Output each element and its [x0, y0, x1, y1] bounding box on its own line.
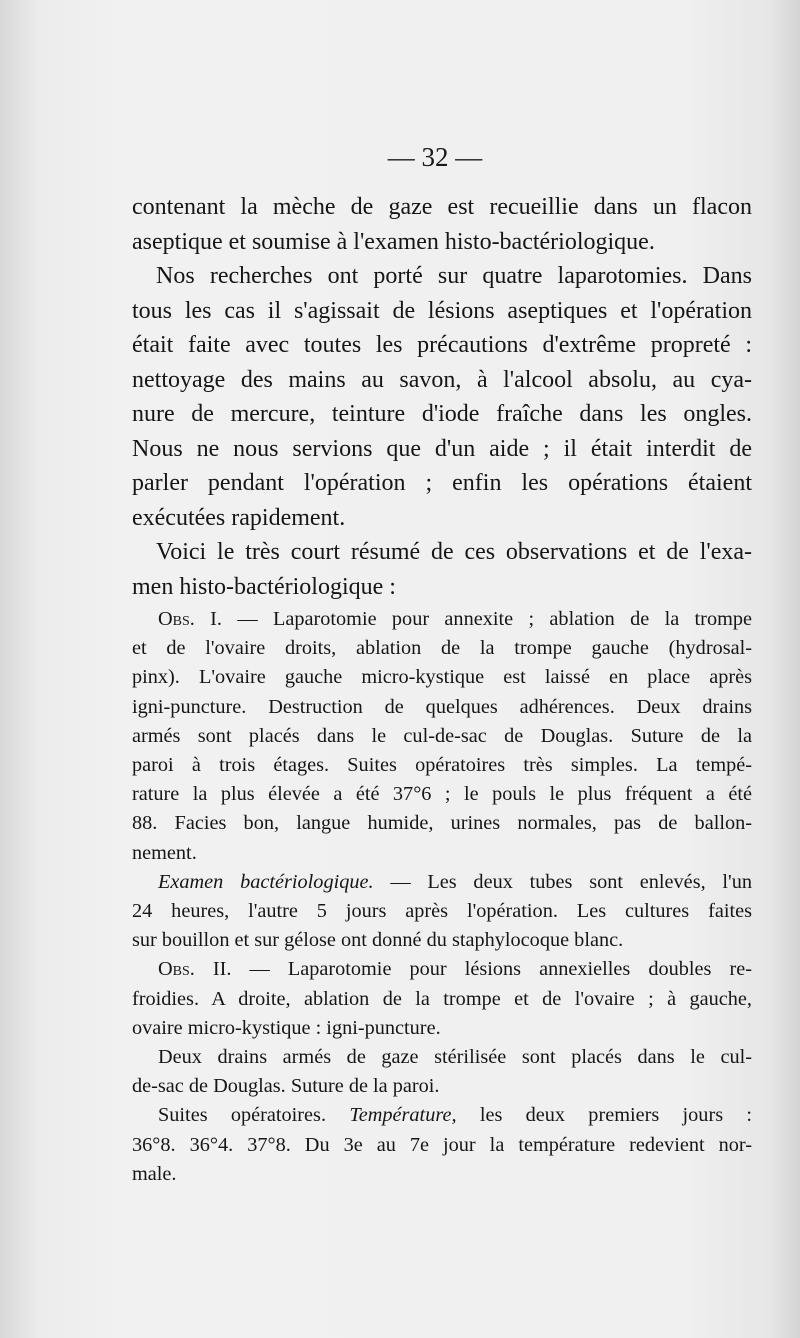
- text-line: paroi à trois étages. Suites opératoires très simples. La tempé-: [132, 754, 752, 777]
- text-line: male.: [132, 1162, 177, 1185]
- text-line: Obs. I. — Laparotomie pour annexite ; ablation de la trompe: [158, 608, 752, 630]
- observation-label: Obs. II.: [158, 958, 232, 981]
- section-heading-italic: Examen bactériologique.: [158, 870, 374, 893]
- text-line: armés sont placés dans le cul-de-sac de Douglas. Suture de la: [132, 724, 752, 747]
- main-paragraphs: [132, 190, 752, 604]
- text-line: contenant la mèche de gaze est recueillie dans un flacon: [132, 194, 752, 220]
- text-line: aseptique et soumise à l'examen histo-bactériologique.: [132, 228, 655, 255]
- text-line: men histo-bactériologique :: [132, 573, 396, 600]
- page-number: — 32 —: [387, 142, 483, 172]
- text-line: sur bouillon et sur gélose ont donné du staphylocoque blanc.: [132, 929, 624, 952]
- text-line: était faite avec toutes les précautions d'extrême propreté :: [132, 332, 752, 358]
- text-line: igni-puncture. Destruction de quelques adhérences. Deux drains: [132, 695, 752, 718]
- text-line: rature la plus élevée a été 37°6 ; le pouls le plus fréquent a été: [132, 783, 752, 806]
- observations-block: [132, 605, 752, 1189]
- text-line: Nos recherches ont porté sur quatre laparotomies. Dans: [156, 263, 752, 289]
- text-line: 24 heures, l'autre 5 jours après l'opération. Les cultures faites: [132, 900, 752, 923]
- text-line: Obs. II. — Laparotomie pour lésions annexielles doubles re-: [158, 958, 752, 981]
- text-line: froidies. A droite, ablation de la trompe et de l'ovaire ; à gauche,: [132, 987, 752, 1010]
- text-line: 36°8. 36°4. 37°8. Du 3e au 7e jour la température redevient nor-: [132, 1133, 752, 1156]
- text-line: Examen bactériologique. — Les deux tubes sont enlevés, l'un: [158, 870, 752, 893]
- observation-label: Obs. I.: [158, 608, 223, 630]
- text-line: nure de mercure, teinture d'iode fraîche dans les ongles.: [132, 401, 752, 427]
- text-line: tous les cas il s'agissait de lésions aseptiques et l'opération: [132, 297, 752, 324]
- text-line: exécutées rapidement.: [132, 504, 346, 531]
- text-line: Nous ne nous servions que d'un aide ; il était interdit de: [132, 435, 752, 462]
- text-line: Voici le très court résumé de ces observations et de l'exa-: [156, 539, 752, 565]
- text-line: Suites opératoires. Température, les deux premiers jours :: [158, 1104, 752, 1127]
- text-line: Deux drains armés de gaze stérilisée sont placés dans le cul-: [158, 1046, 752, 1069]
- text-line: et de l'ovaire droits, ablation de la trompe gauche (hydrosal-: [132, 637, 752, 660]
- italic-term: Température,: [349, 1104, 457, 1127]
- text-line: 88. Facies bon, langue humide, urines normales, pas de ballon-: [132, 812, 752, 835]
- text-line: ovaire micro-kystique : igni-puncture.: [132, 1016, 441, 1039]
- text-line: parler pendant l'opération ; enfin les opérations étaient: [132, 470, 752, 496]
- text-line: nement.: [132, 841, 197, 864]
- text-line: pinx). L'ovaire gauche micro-kystique est laissé en place après: [132, 666, 752, 689]
- text-line: de-sac de Douglas. Suture de la paroi.: [132, 1075, 440, 1098]
- text-line: nettoyage des mains au savon, à l'alcool absolu, au cya-: [132, 366, 752, 393]
